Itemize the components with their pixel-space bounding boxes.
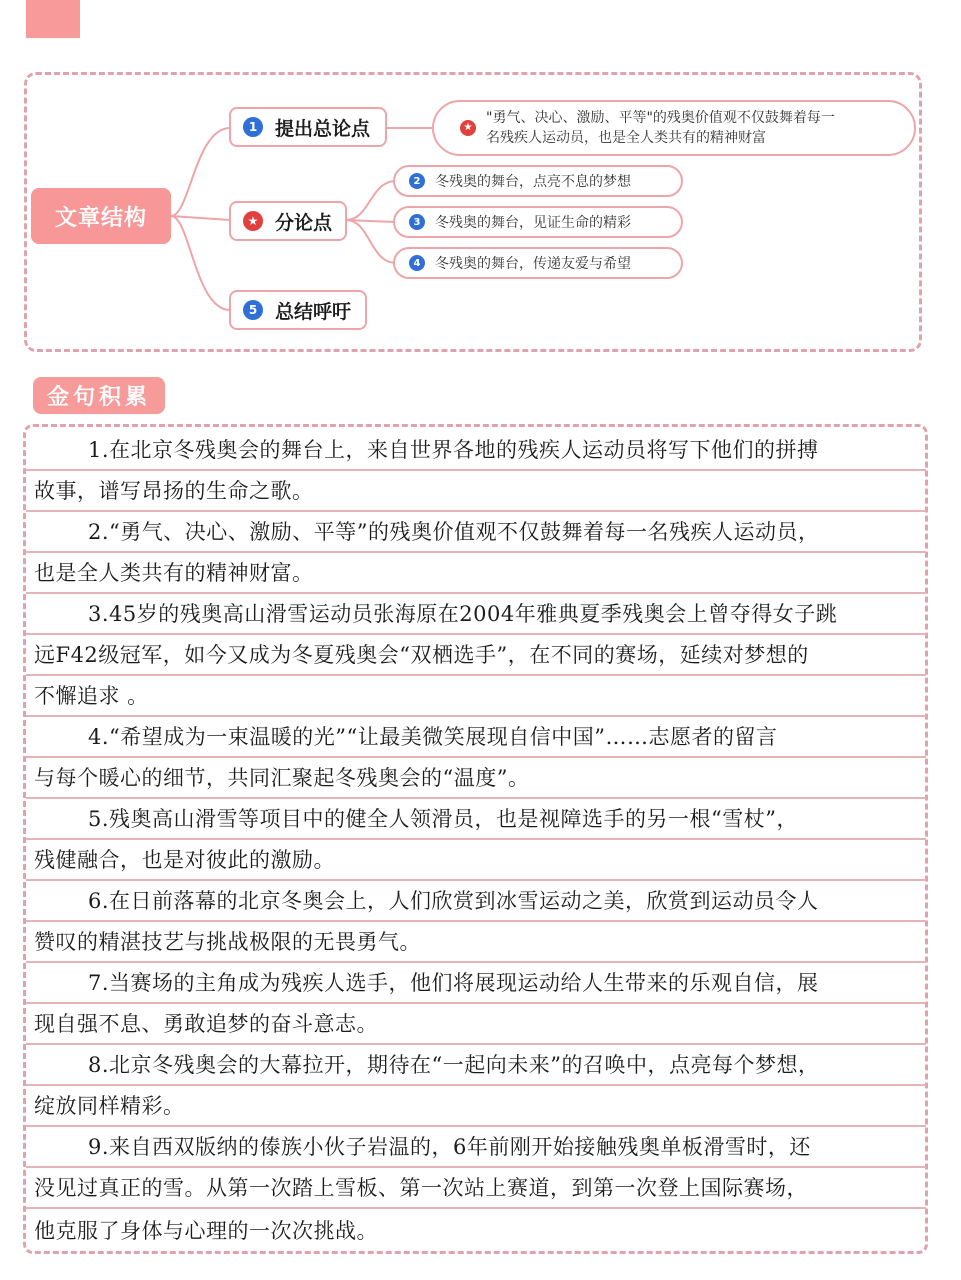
quote-line: 现自强不息、勇敢追梦的奋斗意志。 (26, 1004, 926, 1045)
branch-main-thesis (229, 107, 387, 147)
number-1-icon: 1 (243, 117, 263, 137)
root-label: 文章结构 (54, 205, 147, 231)
quote-line: 2.“勇气、决心、激励、平等”的残奥价值观不仅鼓舞着每一名残疾人运动员， (26, 512, 926, 553)
mindmap-root (31, 188, 171, 244)
branch-label: 提出总论点 (275, 117, 371, 140)
quote-line: 故事，谱写昂扬的生命之歌。 (26, 471, 926, 512)
number-5-icon: 5 (243, 300, 263, 320)
sub-point-3 (393, 206, 683, 238)
quote-line: 1.在北京冬残奥会的舞台上，来自世界各地的残疾人运动员将写下他们的拼搏 (26, 430, 926, 471)
branch-label: 分论点 (275, 211, 333, 234)
section-title: 金句积累 (46, 384, 151, 410)
thesis-node (432, 100, 916, 156)
quote-line: 他克服了身体与心理的一次次挑战。 (34, 1219, 378, 1243)
quote-line: 6.在日前落幕的北京冬奥会上，人们欣赏到冰雪运动之美，欣赏到运动员令人 (26, 881, 926, 922)
branch-conclusion (229, 290, 367, 330)
thesis-line-2: 名残疾人运动员，也是全人类共有的精神财富 (486, 130, 766, 146)
sub-point-4 (393, 247, 683, 279)
quote-line: 赞叹的精湛技艺与挑战极限的无畏勇气。 (26, 922, 926, 963)
thesis-line-1: "勇气、决心、激励、平等"的残奥价值观不仅鼓舞着每一 (486, 110, 835, 126)
quote-line: 残健融合，也是对彼此的激励。 (26, 840, 926, 881)
branch-label: 总结呼吁 (275, 300, 352, 323)
thesis-text (486, 108, 835, 148)
quote-line: 不懈追求 。 (26, 676, 926, 717)
quote-line: 4.“希望成为一束温暖的光”“让最美微笑展现自信中国”……志愿者的留言 (26, 717, 926, 758)
quote-line: 5.残奥高山滑雪等项目中的健全人领滑员，也是视障选手的另一根“雪杖”， (26, 799, 926, 840)
branch-sub-points (229, 201, 347, 241)
number-2-icon: 2 (409, 173, 425, 189)
sub-point-label: 冬残奥的舞台，见证生命的精彩 (435, 215, 631, 231)
section-title-tag (33, 377, 165, 414)
quote-line: 没见过真正的雪。从第一次踏上雪板、第一次站上赛道，到第一次登上国际赛场， (26, 1168, 926, 1209)
quote-line: 9.来自西双版纳的傣族小伙子岩温的，6年前刚开始接触残奥单板滑雪时，还 (26, 1127, 926, 1168)
number-4-icon: 4 (409, 255, 425, 271)
sub-point-label: 冬残奥的舞台，点亮不息的梦想 (435, 174, 631, 190)
quote-line: 8.北京冬残奥会的大幕拉开，期待在“一起向未来”的召唤中，点亮每个梦想， (26, 1045, 926, 1086)
star-icon: ★ (460, 120, 476, 136)
quote-line: 3.45岁的残奥高山滑雪运动员张海原在2004年雅典夏季残奥会上曾夺得女子跳 (26, 594, 926, 635)
number-3-icon: 3 (409, 214, 425, 230)
quote-line: 也是全人类共有的精神财富。 (26, 553, 926, 594)
quote-line: 与每个暖心的细节，共同汇聚起冬残奥会的“温度”。 (26, 758, 926, 799)
quote-line: 绽放同样精彩。 (26, 1086, 926, 1127)
corner-decoration (26, 0, 80, 38)
sub-point-label: 冬残奥的舞台，传递友爱与希望 (435, 256, 631, 272)
quote-line: 远F42级冠军，如今又成为冬夏残奥会“双栖选手”，在不同的赛场，延续对梦想的 (26, 635, 926, 676)
sub-point-2 (393, 165, 683, 197)
quote-line: 7.当赛场的主角成为残疾人选手，他们将展现运动给人生带来的乐观自信，展 (26, 963, 926, 1004)
quotes-list (26, 430, 926, 1250)
star-icon: ★ (243, 211, 263, 231)
